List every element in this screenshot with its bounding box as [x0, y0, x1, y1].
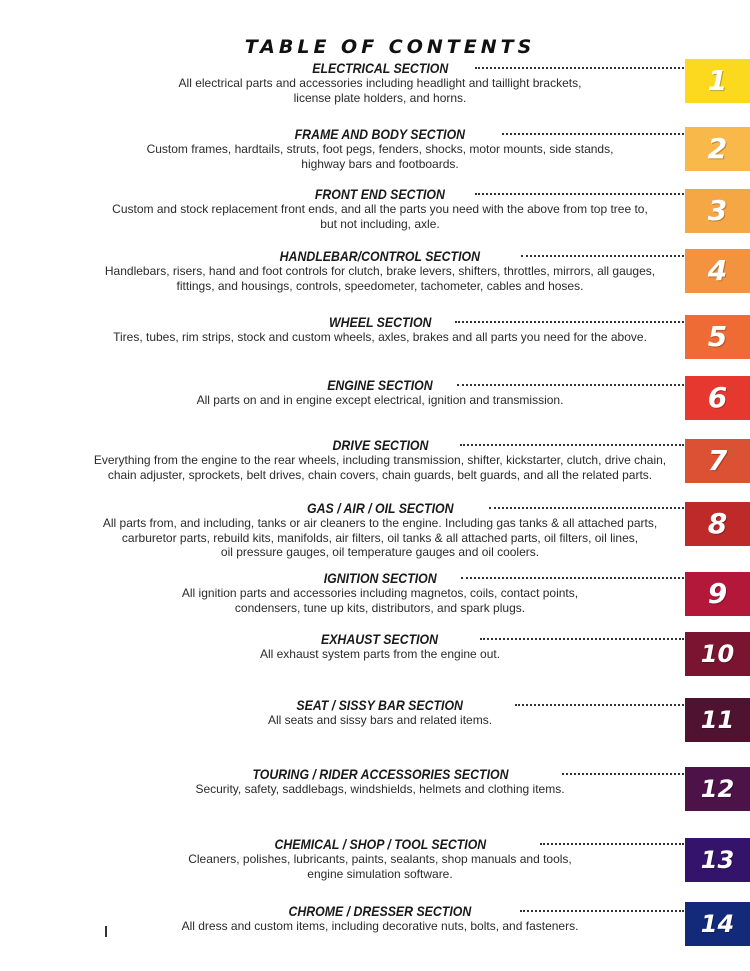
toc-entry	[0, 836, 750, 896]
description-line: oil pressure gauges, oil temperature gauges and oil coolers.	[220, 545, 540, 559]
description-line: carburetor parts, rebuild kits, manifolds, air filters, oil tanks & all attached parts, oil filters, oil lines,	[121, 530, 639, 545]
section-description	[0, 330, 750, 345]
description-line: All exhaust system parts from the engine out.	[259, 647, 501, 661]
section-tab-5[interactable]: 5	[685, 315, 750, 359]
section-description	[0, 919, 750, 934]
section-tab-4[interactable]: 4	[685, 249, 750, 293]
toc-entry	[0, 248, 750, 308]
section-tab-6[interactable]: 6	[685, 376, 750, 420]
toc-entry	[0, 186, 750, 246]
leader-dots	[515, 704, 684, 706]
section-description	[0, 202, 750, 231]
leader-dots	[461, 577, 684, 579]
section-description	[0, 453, 750, 482]
toc-entry	[0, 697, 750, 757]
section-tab-11[interactable]: 11	[685, 698, 750, 742]
section-title-text: FRONT END SECTION	[314, 186, 446, 202]
description-line: license plate holders, and horns.	[293, 90, 467, 105]
toc-entry	[0, 570, 750, 630]
section-tab-14[interactable]: 14	[685, 902, 750, 946]
leader-dots	[475, 193, 684, 195]
section-title-text: DRIVE SECTION	[332, 437, 428, 453]
toc-entry	[0, 314, 750, 374]
section-tab-3[interactable]: 3	[685, 189, 750, 233]
section-title-text: CHEMICAL / SHOP / TOOL SECTION	[274, 836, 486, 852]
leader-dots	[489, 507, 684, 509]
section-description	[0, 142, 750, 171]
section-title-text: ELECTRICAL SECTION	[312, 60, 448, 76]
section-title-text: GAS / AIR / OIL SECTION	[306, 500, 454, 516]
section-description	[0, 647, 750, 662]
description-line: All electrical parts and accessories including headlight and taillight brackets,	[178, 76, 582, 90]
section-title-text: ENGINE SECTION	[327, 377, 433, 393]
section-tab-8[interactable]: 8	[685, 502, 750, 546]
description-line: All parts from, and including, tanks or air cleaners to the engine. Including gas tanks & all attached parts,	[102, 516, 658, 530]
section-description	[0, 852, 750, 881]
leader-dots	[502, 133, 684, 135]
toc-entry	[0, 631, 750, 691]
toc-entry	[0, 766, 750, 826]
leader-dots	[540, 843, 684, 845]
description-line: Custom frames, hardtails, struts, foot pegs, fenders, shocks, motor mounts, side stands,	[146, 142, 614, 156]
description-line: All seats and sissy bars and related items.	[267, 713, 493, 727]
description-line: condensers, tune up kits, distributors, and spark plugs.	[234, 600, 526, 615]
section-tab-12[interactable]: 12	[685, 767, 750, 811]
description-line: chain adjuster, sprockets, belt drives, chain covers, chain guards, belt guards, and all the related parts.	[107, 467, 653, 482]
description-line: All dress and custom items, including decorative nuts, bolts, and fasteners.	[181, 919, 579, 933]
description-line: highway bars and footboards.	[301, 156, 459, 171]
section-title-text: IGNITION SECTION	[323, 570, 437, 586]
description-line: engine simulation software.	[307, 866, 453, 881]
toc-entry	[0, 126, 750, 186]
leader-dots	[475, 67, 684, 69]
section-description	[0, 76, 750, 105]
section-description	[0, 516, 750, 560]
toc-entry	[0, 377, 750, 437]
page-marker	[105, 926, 107, 937]
description-line: All ignition parts and accessories including magnetos, coils, contact points,	[181, 586, 579, 600]
leader-dots	[457, 384, 684, 386]
section-tab-13[interactable]: 13	[685, 838, 750, 882]
section-title-text: WHEEL SECTION	[328, 314, 432, 330]
page-title: TABLE OF CONTENTS	[244, 36, 536, 58]
description-line: Handlebars, risers, hand and foot controls for clutch, brake levers, shifters, throttles, mirrors, all gauges,	[104, 264, 656, 278]
section-title-text: EXHAUST SECTION	[321, 631, 439, 647]
toc-entry	[0, 500, 750, 560]
section-tab-9[interactable]: 9	[685, 572, 750, 616]
description-line: fittings, and housings, controls, speedometer, tachometer, cables and hoses.	[176, 278, 584, 293]
section-description	[0, 393, 750, 408]
description-line: Cleaners, polishes, lubricants, paints, sealants, shop manuals and tools,	[188, 852, 572, 866]
toc-entry	[0, 437, 750, 497]
description-line: Everything from the engine to the rear wheels, including transmission, shifter, kickstarter, clutch, drive chain,	[93, 453, 667, 467]
description-line: Custom and stock replacement front ends, and all the parts you need with the above from top tree to,	[112, 202, 648, 216]
leader-dots	[521, 255, 684, 257]
description-line: Tires, tubes, rim strips, stock and custom wheels, axles, brakes and all parts you need for the above.	[113, 330, 647, 344]
section-title-text: FRAME AND BODY SECTION	[294, 126, 466, 142]
leader-dots	[460, 444, 684, 446]
section-description	[0, 264, 750, 293]
section-title-text: HANDLEBAR/CONTROL SECTION	[279, 248, 481, 264]
leader-dots	[480, 638, 684, 640]
section-tab-7[interactable]: 7	[685, 439, 750, 483]
description-line: All parts on and in engine except electrical, ignition and transmission.	[196, 393, 564, 407]
section-tab-1[interactable]: 1	[685, 59, 750, 103]
section-description	[0, 586, 750, 615]
toc-entry	[0, 903, 750, 963]
section-description	[0, 782, 750, 797]
section-tab-2[interactable]: 2	[685, 127, 750, 171]
description-line: Security, safety, saddlebags, windshields, helmets and clothing items.	[195, 782, 565, 796]
section-description	[0, 713, 750, 728]
leader-dots	[520, 910, 684, 912]
description-line: but not including, axle.	[320, 216, 440, 231]
section-tab-10[interactable]: 10	[685, 632, 750, 676]
section-title-text: CHROME / DRESSER SECTION	[288, 903, 472, 919]
leader-dots	[455, 321, 684, 323]
section-title-text: TOURING / RIDER ACCESSORIES SECTION	[251, 766, 509, 782]
leader-dots	[562, 773, 684, 775]
toc-entry	[0, 60, 750, 120]
section-title-text: SEAT / SISSY BAR SECTION	[296, 697, 464, 713]
